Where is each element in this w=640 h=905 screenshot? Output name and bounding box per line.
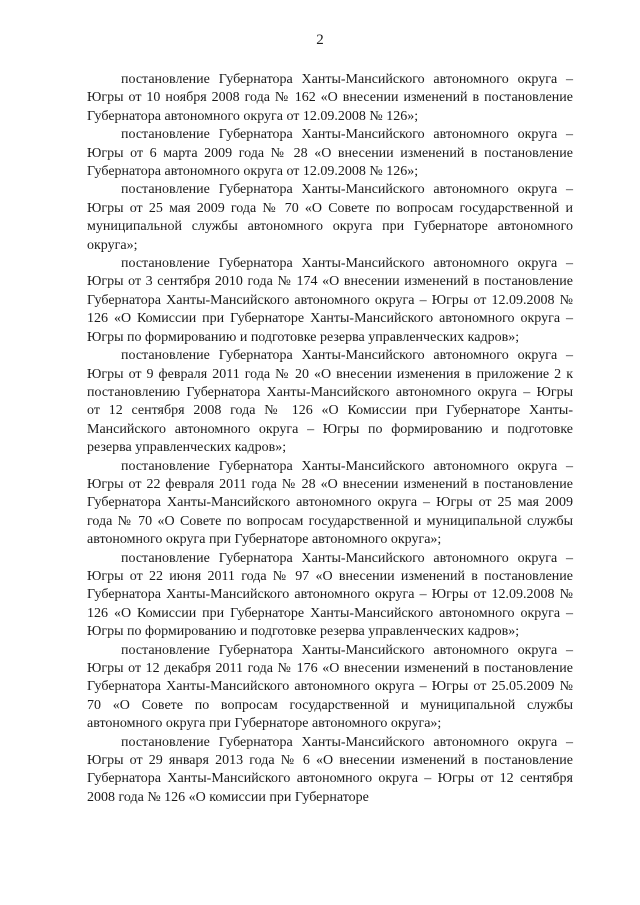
paragraph-decree-2009-70: постановление Губернатора Ханты-Мансийского автономного округа – Югры от 25 мая 2009 года № 70 «О Совете по вопросам государственной и муниципальной службы автономного округа при Губернаторе автономного округа»; <box>87 182 573 253</box>
paragraph-decree-2011-176: постановление Губернатора Ханты-Мансийского автономного округа – Югры от 12 декабря 2011 года № 176 «О внесении изменений в постановление Губернатора Ханты-Мансийского автономного округа – Югры от 25.05.2009 № 70 «О Совете по вопросам государственной и муниципальной службы автономного округа при Губернаторе автономного округа»; <box>87 642 573 732</box>
paragraph-decree-2013-6: постановление Губернатора Ханты-Мансийского автономного округа – Югры от 29 января 2013 года № 6 «О внесении изменений в постановление Губернатора Ханты-Мансийского автономного округа – Югры от 12 сентября 2008 года № 126 «О комиссии при Губернаторе <box>87 734 573 805</box>
paragraph-decree-2008-162: постановление Губернатора Ханты-Мансийского автономного округа – Югры от 10 ноября 2008 года № 162 «О внесении изменений в постановление Губернатора автономного округа от 12.09.2008 № 126»; <box>87 72 573 124</box>
paragraph-decree-2011-97: постановление Губернатора Ханты-Мансийского автономного округа – Югры от 22 июня 2011 года № 97 «О внесении изменений в постановление Губернатора Ханты-Мансийского автономного округа – Югры от 12.09.2008 № 126 «О Комиссии при Губернаторе Ханты-Мансийского автономного округа – Югры по формированию и подготовке резерва управленческих кадров»; <box>87 550 573 640</box>
paragraph-decree-2011-20: постановление Губернатора Ханты-Мансийского автономного округа – Югры от 9 февраля 2011 года № 20 «О внесении изменения в приложение 2 к постановлению Губернатора Ханты-Мансийского автономного округа – Югры от 12 сентября 2008 года № 126 «О Комиссии при Губернаторе Ханты-Мансийского автономного округа – Югры по формированию и подготовке резерва управленческих кадров»; <box>87 348 573 456</box>
document-body <box>87 71 573 807</box>
paragraph-decree-2011-28: постановление Губернатора Ханты-Мансийского автономного округа – Югры от 22 февраля 2011 года № 28 «О внесении изменений в постановление Губернатора Ханты-Мансийского автономного округа – Югры от 25 мая 2009 года № 70 «О Совете по вопросам государственной и муниципальной службы автономного округа при Губернаторе автономного округа»; <box>87 458 573 548</box>
page-number: 2 <box>316 32 324 48</box>
paragraph-decree-2010-174: постановление Губернатора Ханты-Мансийского автономного округа – Югры от 3 сентября 2010 года № 174 «О внесении изменений в постановление Губернатора Ханты-Мансийского автономного округа – Югры от 12.09.2008 № 126 «О Комиссии при Губернаторе Ханты-Мансийского автономного округа – Югры по формированию и подготовке резерва управленческих кадров»; <box>87 256 573 345</box>
paragraph-decree-2009-28: постановление Губернатора Ханты-Мансийского автономного округа – Югры от 6 марта 2009 года № 28 «О внесении изменений в постановление Губернатора автономного округа от 12.09.2008 № 126»; <box>87 127 573 180</box>
